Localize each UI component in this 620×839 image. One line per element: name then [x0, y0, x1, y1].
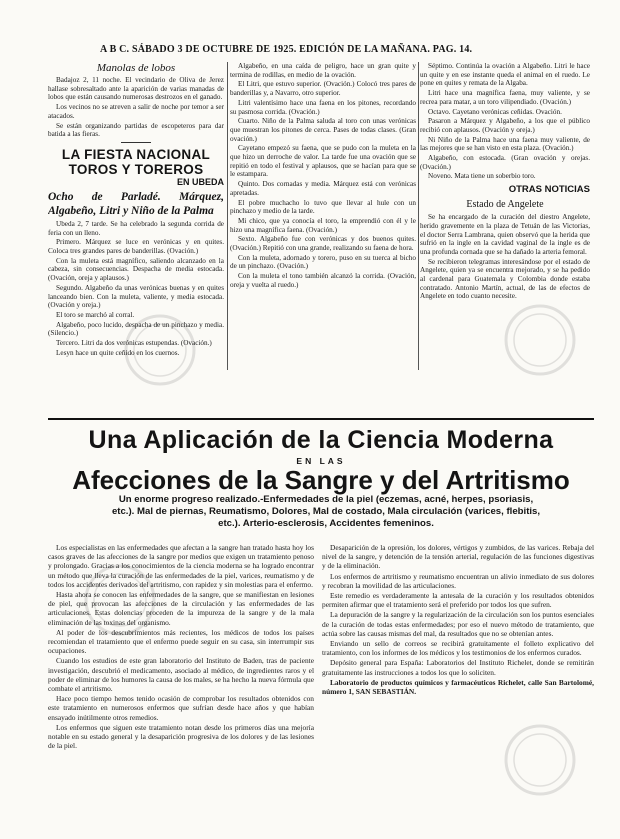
- paragraph: Desaparición de la opresión, los dolores, vértigos y zumbidos, de las varices. Rebaja del nivel de la sangre, y detención de la tensión arterial, regulación de las funciones digestivas y de la eliminación.: [322, 543, 594, 571]
- paragraph: Badajoz 2, 11 noche. El vecindario de Oliva de Jerez hallase sobresaltado ante la aparición de varias manadas de lobos que están causando numerosas destrozos en el ganado.: [48, 76, 224, 102]
- paragraph: Séptimo. Continúa la ovación a Algabeño. Litri le hace un quite y en ese instante queda el animal en el ruedo. Le pone en quites y remata de la Algaba.: [420, 62, 590, 88]
- paragraph: Ubeda 2, 7 tarde. Se ha celebrado la segunda corrida de feria con un lleno.: [48, 219, 224, 237]
- column-3: [420, 50, 590, 380]
- paragraph: Se están organizando partidas de escopeteros para dar batida a las fieras.: [48, 121, 224, 139]
- paragraph: La depuración de la sangre y la regularización de la circulación son los puntos esenciales de la curación de todas estas enfermedades; por eso el nuevo método de tratamiento, que actúa sobre las causas mismas del mal, da resultados que no se obtenían antes.: [322, 610, 594, 638]
- paragraph: Al poder de los descubrimientos más recientes, los médicos de todos los países recomiendan el tratamiento que el enfermo puede seguir en su casa, sin interrumpir sus ocupaciones.: [48, 627, 314, 656]
- estado-heading: Estado de Angelete: [466, 199, 544, 211]
- column-2: [230, 62, 416, 372]
- ad-column-right: [322, 543, 594, 835]
- paragraph: Litri hace una magnífica faena, muy valiente, y se recrea para matar, a un toro vilipendiado. (Ovación.): [420, 89, 590, 106]
- paragraph: Con la muleta el tono también alcanzó la corrida. (Ovación, oreja y vuelta al ruedo.): [230, 272, 416, 289]
- paragraph: Segundo. Algabeño da unas verónicas buenas y en quites lanceando bien. Con la muleta, valiente, y media estocada. (Ovación y oreja.): [48, 283, 224, 310]
- otras-noticias-heading: OTRAS NOTICIAS: [508, 184, 590, 196]
- ad-subtitle: Un enorme progreso realizado.-Enfermedades de la piel (eczemas, acné, herpes, psoriasis, etc.). Mal de piernas, Reumatismo, Dolores, Mal de costado, Mala circulación (varices, flebitis, etc.). Arterio-esclerosis, Accidentes femeninos.: [111, 494, 541, 529]
- paragraph: Noveno. Mata tiene un soberbio toro.: [428, 172, 536, 181]
- paragraph: Ni Niño de la Palma hace una faena muy valiente, de las mejores que se han visto en esta plaza. (Ovación.): [420, 135, 590, 153]
- paragraph: Cuarto. Niño de la Palma saluda al toro con unas verónicas que muestran los pitones de cerca. Pases de todas clases. (Gran ovación.): [230, 117, 416, 143]
- paragraph: Algabeño, con estocada. (Gran ovación y orejas. (Ovación.): [420, 154, 590, 171]
- paragraph: Sexto. Algabeño fue con verónicas y dos buenos quites. (Ovación.) Repitió con una grande, realizando su faena de hora.: [230, 235, 416, 253]
- paragraph: Los vecinos no se atreven a salir de noche por temor a ser atacados.: [48, 103, 224, 120]
- ad-en-las: EN LAS: [296, 456, 346, 466]
- paragraph: Tercero. Litri da dos verónicas estupendas. (Ovación.): [56, 339, 212, 348]
- ad-title-line2: Afecciones de la Sangre y del Artritismo: [72, 465, 570, 495]
- paragraph: Se recibieron telegramas interesándose por el estado de Angelete, quien ya se encuentra mejorado, y se ha pedido al cardenal para Guatemala y Colombia donde estaba contratado. Antonio Martín, actual, de las de efectos de Angelete en todo cuanto necesite.: [420, 257, 590, 301]
- paragraph: Octavo. Cayetano verónicas ceñidas. Ovación.: [428, 107, 562, 116]
- paragraph: El Litri, que estuvo superior. (Ovación.) Colocó tres pares de banderillas y, a Navarro, otro superior.: [230, 80, 416, 98]
- paragraph: Los enfermos de artritismo y reumatismo encuentran un alivio inmediato de sus dolores y recobran la movilidad de las articulaciones.: [322, 571, 594, 590]
- paragraph: Lesyn hace un quite ceñido en los cuernos.: [56, 348, 180, 357]
- paragraph: Pasaron a Márquez y Algabeño, a los que el público recibió con aplausos. (Ovación y oreja.): [420, 117, 590, 134]
- running-head: A B C. SÁBADO 3 DE OCTUBRE DE 1925. EDICIÓN DE LA MAÑANA. PAG. 14.: [100, 44, 473, 55]
- paragraph: Hasta ahora se conocen las enfermedades de la sangre, que se manifiestan en lesiones de piel, que provocan las afecciones de la circulación y las enfermedades de las articulaciones. Estas dolencias proceden de la impureza de la sangre y de la mala eliminación de las toxinas del organismo.: [48, 590, 314, 627]
- column-rule: [227, 62, 228, 370]
- paragraph: Algabeño, en una caída de peligro, hace un gran quite y termina de rodillas, en medio de la ovación.: [230, 62, 416, 79]
- column-1: [48, 62, 224, 372]
- paragraph: Algabeño, poco lucido, despacha de un pinchazo y media. (Silencio.): [48, 320, 224, 338]
- paragraph: Depósito general para España: Laboratorios del Instituto Richelet, donde se remitirán gratuitamente las instrucciones a todos los que lo soliciten.: [322, 658, 594, 677]
- manolas-heading: Manolas de lobos: [96, 62, 176, 74]
- paragraph: Con la muleta está magnífico, saliendo alcanzado en la cabeza, sin consecuencias. Despacha de media estocada. (Ovación, oreja y aplausos.): [48, 256, 224, 283]
- paragraph: Litri valentísimo hace una faena en los pitones, recordando su pasmosa corrida. (Ovación.): [230, 98, 416, 116]
- paragraph: Enviando un sello de correos se recibirá gratuitamente el folleto explicativo del tratamiento, con los informes de los médicos y los testimonios de los enfermos curados.: [322, 639, 594, 658]
- paragraph: Mi chico, que ya conocía el toro, la emprendió con él y le hizo una magnífica faena. (Ovación.): [230, 216, 416, 234]
- fiesta-heading: LA FIESTA NACIONAL TOROS Y TOREROS: [61, 146, 211, 177]
- paragraph: El toro se marchó al corral.: [56, 310, 135, 319]
- paragraph: Los enfermos que siguen este tratamiento notan desde los primeros días una mejoría notable en su estado general y la desaparición progresiva de los dolores y de las lesiones de la piel.: [48, 722, 314, 751]
- ubeda-heading: EN UBEDA: [176, 176, 224, 187]
- paragraph: Este remedio es verdaderamente la antesala de la curación y los resultados obtenidos permiten afirmar que el tratamiento será el preferido por todos los que sufren.: [322, 591, 594, 610]
- paragraph: Con la muleta, adornado y torero, puso en su tuerca al bicho de un pinchazo. (Ovación.): [230, 253, 416, 271]
- ad-address: Laboratorio de productos químicos y farmacéuticos Richelet, calle San Bartolomé, número 1, SAN SEBASTIÁN.: [322, 677, 594, 697]
- ad-top-rule: [48, 418, 594, 420]
- paragraph: Cayetano empezó su faena, que se pudo con la muleta en la que hizo un derroche de valor. La tarde fue una ovación que se repitió en todo el festival y aplausos, que se hacían para que se le estampara.: [230, 144, 416, 179]
- ad-title-line1: Una Aplicación de la Ciencia Moderna: [88, 426, 554, 454]
- paragraph: Se ha encargado de la curación del diestro Angelete, herido gravemente en la plaza de Tetuán de las Victorias, el doctor Serra Lambrana, quien observó que la herida que sufrió en la ingle en la cavidad vaginal de la ingle es de una profunda cornada que se ha dañado la arteria femoral.: [420, 213, 590, 256]
- section-separator: [121, 142, 151, 143]
- ad-column-left: [48, 543, 314, 835]
- paragraph: El pobre muchacho lo tuvo que llevar al hule con un pinchazo y medio de la tarde.: [230, 198, 416, 216]
- paragraph: Los especialistas en las enfermedades que afectan a la sangre han tratado hasta hoy los casos graves de las afecciones de la sangre por medios que exigen un tratamiento penoso y prolongado. Gracias a los conocimientos de la ciencia moderna se ha logrado encontrar un método que lleva la curación de las enfermedades de la piel, varices, reumatismo y de todos los accidentes derivados del artritismo, con rapidez y sin molestias para el enfermo.: [48, 543, 314, 589]
- paragraph: Quinto. Dos cornadas y media. Márquez está con verónicas apretadas.: [230, 180, 416, 197]
- spacer: [420, 50, 590, 62]
- paragraph: Primero. Márquez se luce en verónicas y en quites. Coloca tres grandes pares de banderillas. (Ovación.): [48, 238, 224, 256]
- column-rule: [418, 62, 419, 370]
- bullfight-heading: Ocho de Parladé. Márquez, Algabeño, Litri y Niño de la Palma: [48, 190, 224, 217]
- paragraph: Cuando los estudios de este gran laboratorio del Instituto de Baden, tras de paciente investigación, descubrió el medicamento, asociado al médico, de ingredientes raros y el poder de eliminar de los humores la causa de los males, se ha hecho la nueva fórmula que combate el artritismo.: [48, 656, 314, 694]
- paragraph: Hace poco tiempo hemos tenido ocasión de comprobar los resultados obtenidos con este tratamiento en numerosos enfermos que sufrían desde hace años y que habían ensayado inútilmente otros remedios.: [48, 694, 314, 722]
